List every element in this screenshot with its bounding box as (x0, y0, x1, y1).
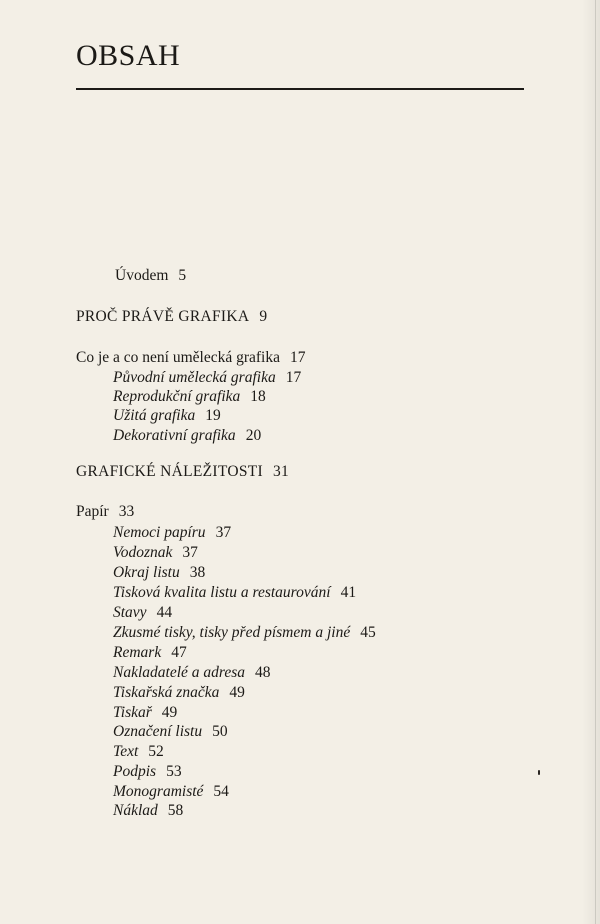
toc-subentry (113, 603, 172, 623)
toc-subentry-page: 53 (166, 763, 182, 780)
toc-subentry-page: 18 (250, 388, 266, 405)
toc-subentry (113, 703, 177, 723)
toc-section-proc-prave-grafika (76, 307, 267, 327)
toc-subentry-page: 41 (340, 584, 357, 601)
toc-subentry (113, 623, 376, 643)
toc-subentry (113, 722, 228, 742)
toc-subentry (113, 801, 183, 821)
toc-subentry (113, 782, 229, 802)
toc-section-title: GRAFICKÉ NÁLEŽITOSTI (76, 463, 263, 480)
toc-subentry-title: Tiskař (113, 704, 152, 721)
toc-entry-page: 5 (178, 267, 187, 284)
toc-subentry-title: Reprodukční grafika (113, 388, 241, 405)
toc-subentry-title: Označení listu (113, 723, 203, 740)
toc-subentry (113, 543, 198, 563)
toc-subentry-page: 37 (182, 544, 198, 561)
toc-subentry-page: 19 (205, 407, 221, 424)
toc-subentry-title: Tisková kvalita listu a restaurování (113, 584, 331, 601)
toc-subentry (113, 426, 261, 446)
toc-subentry-page: 49 (229, 684, 245, 701)
toc-subentry (113, 762, 182, 782)
toc-entry-co-je (76, 348, 306, 368)
toc-section-graficke-nalezitosti (76, 462, 289, 482)
toc-subentry-page: 38 (189, 564, 206, 581)
toc-entry-uvodem (115, 266, 186, 286)
toc-subentry-page: 50 (212, 723, 228, 740)
toc-subentry-title: Zkusmé tisky, tisky před písmem a jiné (113, 624, 351, 641)
toc-entry-title: Co je a co není umělecká grafika (76, 349, 280, 366)
toc-subentry-title: Užitá grafika (113, 407, 196, 424)
toc-subentry-title: Okraj listu (113, 564, 180, 581)
title-underline (76, 88, 524, 90)
toc-entry-page: 17 (290, 349, 306, 366)
toc-subentry-title: Náklad (113, 802, 158, 819)
toc-section-page: 9 (259, 308, 268, 325)
page-edge-line (595, 0, 596, 924)
toc-subentry-page: 20 (245, 427, 262, 444)
toc-entry-papir (76, 502, 134, 522)
toc-entry-title: Úvodem (115, 267, 169, 284)
toc-subentry-page: 17 (285, 369, 302, 386)
toc-subentry-title: Text (113, 743, 139, 760)
toc-subentry-title: Monogramisté (113, 783, 204, 800)
toc-subentry-page: 45 (360, 624, 376, 641)
toc-subentry-page: 54 (213, 783, 229, 800)
toc-subentry (113, 387, 266, 407)
toc-subentry-title: Stavy (113, 604, 147, 621)
toc-subentry (113, 523, 231, 543)
toc-entry-title: Papír (76, 503, 109, 520)
toc-subentry-title: Nemoci papíru (113, 524, 206, 541)
toc-subentry-page: 48 (255, 664, 271, 681)
toc-subentry-title: Remark (113, 644, 162, 661)
toc-subentry-page: 58 (167, 802, 184, 819)
toc-subentry (113, 643, 187, 663)
toc-subentry-title: Tiskařská značka (113, 684, 220, 701)
toc-subentry-title: Vodoznak (113, 544, 173, 561)
toc-subentry (113, 663, 271, 683)
toc-subentry (113, 368, 301, 388)
ink-speck (538, 770, 540, 775)
toc-subentry-title: Původní umělecká grafika (113, 369, 276, 386)
toc-subentry (113, 406, 221, 426)
toc-subentry (113, 742, 164, 762)
toc-section-page: 31 (272, 463, 290, 480)
toc-subentry-page: 52 (148, 743, 164, 760)
page-edge-shadow (582, 0, 600, 924)
toc-subentry-title: Nakladatelé a adresa (113, 664, 246, 681)
toc-subentry (113, 563, 205, 583)
toc-section-title: PROČ PRÁVĚ GRAFIKA (76, 308, 250, 325)
page-title: OBSAH (76, 39, 181, 72)
toc-subentry-page: 44 (156, 604, 173, 621)
toc-subentry-page: 47 (171, 644, 187, 661)
toc-subentry (113, 583, 356, 603)
toc-subentry-title: Podpis (113, 763, 157, 780)
toc-subentry (113, 683, 245, 703)
toc-subentry-title: Dekorativní grafika (113, 427, 236, 444)
toc-subentry-page: 37 (215, 524, 232, 541)
toc-subentry-page: 49 (161, 704, 178, 721)
toc-entry-page: 33 (118, 503, 135, 520)
